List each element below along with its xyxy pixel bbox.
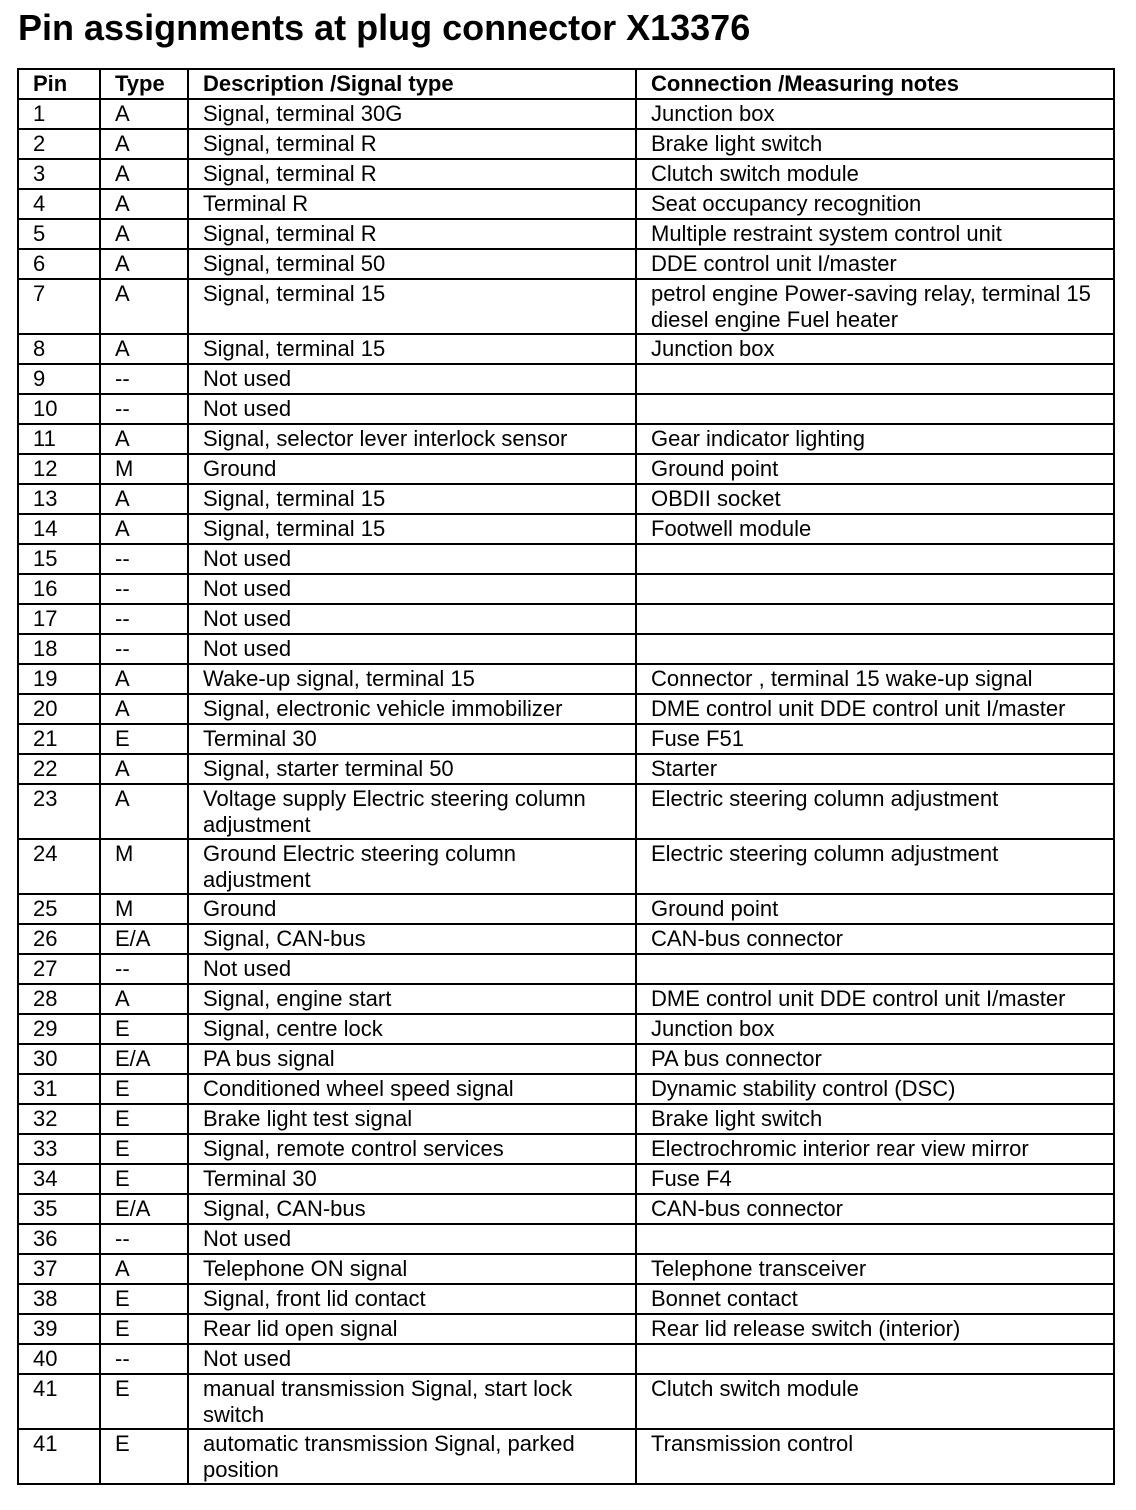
- table-row: [18, 219, 1114, 249]
- cell-description: Signal, remote control services: [188, 1134, 636, 1164]
- cell-description: Signal, centre lock: [188, 1014, 636, 1044]
- cell-pin: 33: [18, 1134, 100, 1164]
- cell-connection: DME control unit DDE control unit I/master: [636, 694, 1114, 724]
- cell-connection: Clutch switch module: [636, 1374, 1114, 1429]
- cell-description: Conditioned wheel speed signal: [188, 1074, 636, 1104]
- table-row: [18, 1044, 1114, 1074]
- cell-connection: Electric steering column adjustment: [636, 839, 1114, 894]
- cell-description: Signal, terminal 30G: [188, 99, 636, 129]
- page-title: Pin assignments at plug connector X13376: [18, 7, 751, 48]
- column-header-connection: Connection /Measuring notes: [636, 69, 1114, 99]
- cell-type: A: [100, 189, 188, 219]
- cell-pin: 17: [18, 604, 100, 634]
- cell-description: Signal, CAN-bus: [188, 924, 636, 954]
- table-row: [18, 514, 1114, 544]
- cell-description: PA bus signal: [188, 1044, 636, 1074]
- cell-description: Voltage supply Electric steering column adjustment: [188, 784, 636, 839]
- table-row: [18, 694, 1114, 724]
- table-row: [18, 1429, 1114, 1484]
- cell-pin: 36: [18, 1224, 100, 1254]
- cell-description: Signal, engine start: [188, 984, 636, 1014]
- cell-description: Signal, front lid contact: [188, 1284, 636, 1314]
- cell-description: Ground: [188, 894, 636, 924]
- cell-type: A: [100, 984, 188, 1014]
- table-row: [18, 784, 1114, 839]
- cell-type: M: [100, 454, 188, 484]
- cell-pin: 12: [18, 454, 100, 484]
- cell-connection: Telephone transceiver: [636, 1254, 1114, 1284]
- cell-connection: [636, 394, 1114, 424]
- cell-pin: 26: [18, 924, 100, 954]
- cell-description: Signal, selector lever interlock sensor: [188, 424, 636, 454]
- cell-connection: Ground point: [636, 454, 1114, 484]
- cell-pin: 7: [18, 279, 100, 334]
- cell-type: E: [100, 1134, 188, 1164]
- cell-type: A: [100, 424, 188, 454]
- cell-type: --: [100, 604, 188, 634]
- cell-pin: 28: [18, 984, 100, 1014]
- pin-assignment-table: [17, 68, 1115, 1485]
- cell-description: Signal, terminal 50: [188, 249, 636, 279]
- table-row: [18, 839, 1114, 894]
- table-row: [18, 454, 1114, 484]
- cell-type: A: [100, 279, 188, 334]
- cell-connection: Junction box: [636, 1014, 1114, 1044]
- table-row: [18, 1074, 1114, 1104]
- cell-pin: 27: [18, 954, 100, 984]
- cell-pin: 5: [18, 219, 100, 249]
- cell-connection: [636, 1224, 1114, 1254]
- cell-connection: DME control unit DDE control unit I/master: [636, 984, 1114, 1014]
- cell-pin: 4: [18, 189, 100, 219]
- table-row: [18, 484, 1114, 514]
- table-row: [18, 1164, 1114, 1194]
- table-row: [18, 754, 1114, 784]
- cell-type: A: [100, 484, 188, 514]
- column-header-type: Type: [100, 69, 188, 99]
- cell-type: A: [100, 159, 188, 189]
- cell-description: Not used: [188, 1224, 636, 1254]
- cell-type: E: [100, 1014, 188, 1044]
- cell-description: Brake light test signal: [188, 1104, 636, 1134]
- cell-type: A: [100, 1254, 188, 1284]
- cell-pin: 13: [18, 484, 100, 514]
- cell-connection: petrol engine Power-saving relay, terminal 15 diesel engine Fuel heater: [636, 279, 1114, 334]
- cell-type: E/A: [100, 1044, 188, 1074]
- cell-pin: 32: [18, 1104, 100, 1134]
- cell-connection: Transmission control: [636, 1429, 1114, 1484]
- cell-type: --: [100, 954, 188, 984]
- cell-type: --: [100, 364, 188, 394]
- cell-pin: 34: [18, 1164, 100, 1194]
- cell-description: Signal, terminal 15: [188, 279, 636, 334]
- cell-type: E: [100, 1164, 188, 1194]
- table-row: [18, 954, 1114, 984]
- cell-pin: 3: [18, 159, 100, 189]
- table-row: [18, 1104, 1114, 1134]
- table-row: [18, 924, 1114, 954]
- cell-description: Not used: [188, 394, 636, 424]
- table-row: [18, 574, 1114, 604]
- cell-pin: 9: [18, 364, 100, 394]
- table-row: [18, 1284, 1114, 1314]
- cell-connection: Dynamic stability control (DSC): [636, 1074, 1114, 1104]
- cell-description: Signal, CAN-bus: [188, 1194, 636, 1224]
- cell-description: Not used: [188, 604, 636, 634]
- cell-type: --: [100, 574, 188, 604]
- cell-type: M: [100, 894, 188, 924]
- cell-connection: Rear lid release switch (interior): [636, 1314, 1114, 1344]
- table-row: [18, 724, 1114, 754]
- cell-pin: 25: [18, 894, 100, 924]
- cell-pin: 18: [18, 634, 100, 664]
- cell-description: Wake-up signal, terminal 15: [188, 664, 636, 694]
- table-row: [18, 394, 1114, 424]
- cell-connection: CAN-bus connector: [636, 924, 1114, 954]
- table-row: [18, 544, 1114, 574]
- cell-type: E: [100, 1374, 188, 1429]
- table-row: [18, 1344, 1114, 1374]
- cell-pin: 40: [18, 1344, 100, 1374]
- cell-description: Not used: [188, 364, 636, 394]
- cell-description: Signal, terminal 15: [188, 514, 636, 544]
- cell-connection: [636, 574, 1114, 604]
- cell-connection: CAN-bus connector: [636, 1194, 1114, 1224]
- cell-connection: Electrochromic interior rear view mirror: [636, 1134, 1114, 1164]
- cell-connection: Ground point: [636, 894, 1114, 924]
- cell-type: A: [100, 694, 188, 724]
- cell-type: A: [100, 129, 188, 159]
- cell-connection: PA bus connector: [636, 1044, 1114, 1074]
- cell-description: Signal, terminal R: [188, 159, 636, 189]
- table-row: [18, 1224, 1114, 1254]
- table-row: [18, 984, 1114, 1014]
- cell-connection: [636, 544, 1114, 574]
- cell-type: --: [100, 634, 188, 664]
- cell-pin: 1: [18, 99, 100, 129]
- cell-description: Not used: [188, 634, 636, 664]
- cell-type: --: [100, 394, 188, 424]
- cell-connection: Starter: [636, 754, 1114, 784]
- cell-type: A: [100, 664, 188, 694]
- cell-description: Not used: [188, 574, 636, 604]
- cell-type: E: [100, 724, 188, 754]
- cell-type: A: [100, 99, 188, 129]
- cell-connection: Footwell module: [636, 514, 1114, 544]
- cell-pin: 19: [18, 664, 100, 694]
- cell-pin: 31: [18, 1074, 100, 1104]
- table-row: [18, 604, 1114, 634]
- cell-type: E: [100, 1104, 188, 1134]
- cell-pin: 41: [18, 1429, 100, 1484]
- cell-type: E: [100, 1314, 188, 1344]
- cell-type: A: [100, 784, 188, 839]
- cell-pin: 14: [18, 514, 100, 544]
- table-row: [18, 249, 1114, 279]
- cell-connection: Connector , terminal 15 wake-up signal: [636, 664, 1114, 694]
- cell-pin: 22: [18, 754, 100, 784]
- cell-connection: [636, 634, 1114, 664]
- table-row: [18, 334, 1114, 364]
- cell-type: M: [100, 839, 188, 894]
- cell-connection: Clutch switch module: [636, 159, 1114, 189]
- table-row: [18, 159, 1114, 189]
- cell-type: E/A: [100, 924, 188, 954]
- cell-connection: [636, 954, 1114, 984]
- column-header-pin: Pin: [18, 69, 100, 99]
- cell-pin: 16: [18, 574, 100, 604]
- cell-type: A: [100, 219, 188, 249]
- cell-description: Ground Electric steering column adjustment: [188, 839, 636, 894]
- cell-description: Not used: [188, 954, 636, 984]
- cell-pin: 15: [18, 544, 100, 574]
- cell-pin: 35: [18, 1194, 100, 1224]
- cell-type: E: [100, 1284, 188, 1314]
- cell-pin: 39: [18, 1314, 100, 1344]
- cell-pin: 21: [18, 724, 100, 754]
- cell-type: --: [100, 544, 188, 574]
- cell-description: Terminal R: [188, 189, 636, 219]
- cell-connection: OBDII socket: [636, 484, 1114, 514]
- cell-description: Terminal 30: [188, 1164, 636, 1194]
- table-body: [18, 99, 1114, 1484]
- cell-connection: DDE control unit I/master: [636, 249, 1114, 279]
- cell-description: Signal, terminal 15: [188, 334, 636, 364]
- cell-description: Signal, terminal 15: [188, 484, 636, 514]
- cell-type: E: [100, 1429, 188, 1484]
- cell-pin: 24: [18, 839, 100, 894]
- cell-connection: Junction box: [636, 99, 1114, 129]
- cell-description: Not used: [188, 1344, 636, 1374]
- cell-type: --: [100, 1344, 188, 1374]
- cell-connection: [636, 1344, 1114, 1374]
- cell-pin: 23: [18, 784, 100, 839]
- cell-connection: Fuse F51: [636, 724, 1114, 754]
- cell-pin: 6: [18, 249, 100, 279]
- cell-pin: 2: [18, 129, 100, 159]
- table-row: [18, 424, 1114, 454]
- table-row: [18, 189, 1114, 219]
- table-row: [18, 1374, 1114, 1429]
- cell-type: A: [100, 514, 188, 544]
- cell-connection: Fuse F4: [636, 1164, 1114, 1194]
- table-row: [18, 279, 1114, 334]
- cell-connection: [636, 364, 1114, 394]
- cell-connection: Brake light switch: [636, 1104, 1114, 1134]
- cell-pin: 20: [18, 694, 100, 724]
- table-row: [18, 1314, 1114, 1344]
- cell-description: Terminal 30: [188, 724, 636, 754]
- table-row: [18, 634, 1114, 664]
- cell-pin: 41: [18, 1374, 100, 1429]
- cell-type: A: [100, 334, 188, 364]
- cell-type: E: [100, 1074, 188, 1104]
- cell-description: Signal, electronic vehicle immobilizer: [188, 694, 636, 724]
- cell-description: Not used: [188, 544, 636, 574]
- cell-type: A: [100, 249, 188, 279]
- cell-connection: Bonnet contact: [636, 1284, 1114, 1314]
- table-row: [18, 1134, 1114, 1164]
- table-row: [18, 1194, 1114, 1224]
- cell-type: E/A: [100, 1194, 188, 1224]
- table-row: [18, 1254, 1114, 1284]
- cell-description: automatic transmission Signal, parked position: [188, 1429, 636, 1484]
- cell-connection: Brake light switch: [636, 129, 1114, 159]
- cell-connection: [636, 604, 1114, 634]
- table-row: [18, 1014, 1114, 1044]
- cell-description: Rear lid open signal: [188, 1314, 636, 1344]
- cell-pin: 37: [18, 1254, 100, 1284]
- table-row: [18, 664, 1114, 694]
- cell-pin: 11: [18, 424, 100, 454]
- table-row: [18, 129, 1114, 159]
- cell-pin: 29: [18, 1014, 100, 1044]
- cell-connection: Multiple restraint system control unit: [636, 219, 1114, 249]
- table-row: [18, 894, 1114, 924]
- cell-description: manual transmission Signal, start lock switch: [188, 1374, 636, 1429]
- cell-type: A: [100, 754, 188, 784]
- cell-pin: 38: [18, 1284, 100, 1314]
- table-row: [18, 99, 1114, 129]
- cell-pin: 30: [18, 1044, 100, 1074]
- cell-description: Ground: [188, 454, 636, 484]
- cell-type: --: [100, 1224, 188, 1254]
- column-header-description: Description /Signal type: [188, 69, 636, 99]
- cell-description: Signal, terminal R: [188, 219, 636, 249]
- table-row: [18, 364, 1114, 394]
- table-header-row: [18, 69, 1114, 99]
- cell-connection: Junction box: [636, 334, 1114, 364]
- cell-pin: 10: [18, 394, 100, 424]
- cell-connection: Seat occupancy recognition: [636, 189, 1114, 219]
- cell-description: Telephone ON signal: [188, 1254, 636, 1284]
- cell-pin: 8: [18, 334, 100, 364]
- cell-connection: Electric steering column adjustment: [636, 784, 1114, 839]
- cell-description: Signal, starter terminal 50: [188, 754, 636, 784]
- cell-connection: Gear indicator lighting: [636, 424, 1114, 454]
- cell-description: Signal, terminal R: [188, 129, 636, 159]
